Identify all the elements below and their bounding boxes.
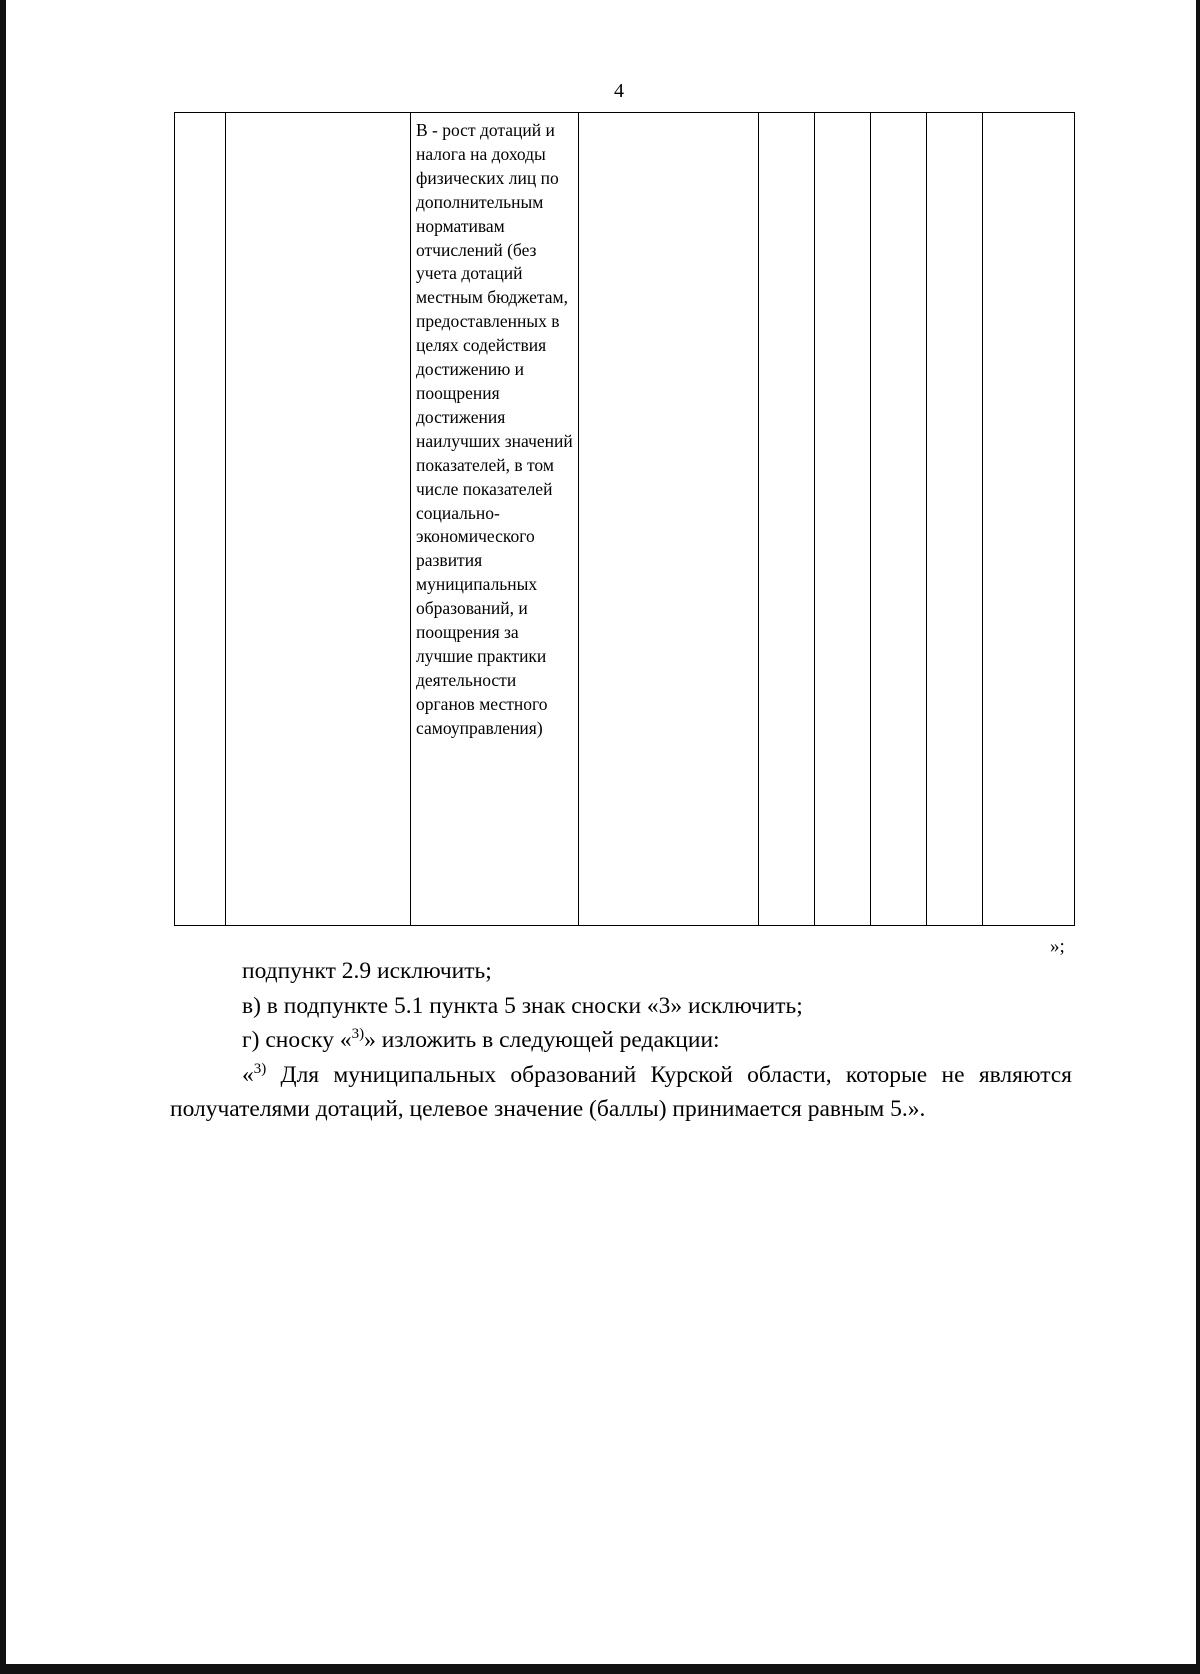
text-fragment: « — [242, 1061, 254, 1088]
footnote-marker: 3) — [351, 1026, 365, 1043]
footnote-marker: 3) — [253, 1060, 267, 1077]
paragraph-subitem-5-1: в) в подпункте 5.1 пункта 5 знак сноски «3» исключить; — [242, 992, 803, 1019]
scan-edge-left — [0, 0, 6, 1674]
table-cell-empty — [759, 113, 815, 926]
paragraph-footnote-text — [170, 1058, 1072, 1127]
scan-edge-bottom — [0, 1664, 1200, 1674]
formula-description-text: В - рост дотаций и налога на доходы физических лиц по дополнительным нормативам отчислений (без учета дотаций местным бюджетам, предоставленных в целях содействия достижению и поощрения достижения наилучших значений показателей, в том числе показателей социально-экономического развития муниципальных образований, и поощрения за лучшие практики деятельности органов местного самоуправления) — [416, 120, 573, 738]
text-fragment: г) сноску « — [242, 1027, 352, 1053]
page-number: 4 — [614, 80, 624, 102]
continuation-table — [174, 112, 1075, 926]
text-fragment: » изложить в следующей редакции: — [364, 1027, 720, 1053]
paragraph-footnote-edit — [170, 1023, 1072, 1058]
table-cell-empty — [579, 113, 759, 926]
amendment-text — [170, 954, 1072, 1127]
table-cell-empty — [983, 113, 1075, 926]
table-cell-empty — [815, 113, 871, 926]
table-cell-indicator — [226, 113, 411, 926]
table-cell-number — [175, 113, 226, 926]
closing-quote: »; — [1050, 936, 1065, 957]
table-row — [175, 113, 1075, 926]
paragraph-subitem-2-9: подпункт 2.9 исключить; — [242, 958, 492, 984]
text-fragment: Для муниципальных образований Курской области, которые не являются получателями дотаций, целевое значение (баллы) принимается равным 5.». — [170, 1061, 1072, 1122]
table-cell-empty — [927, 113, 983, 926]
scan-edge-right — [1196, 0, 1200, 1674]
table-cell-formula-description — [411, 113, 579, 926]
table-cell-empty — [871, 113, 927, 926]
